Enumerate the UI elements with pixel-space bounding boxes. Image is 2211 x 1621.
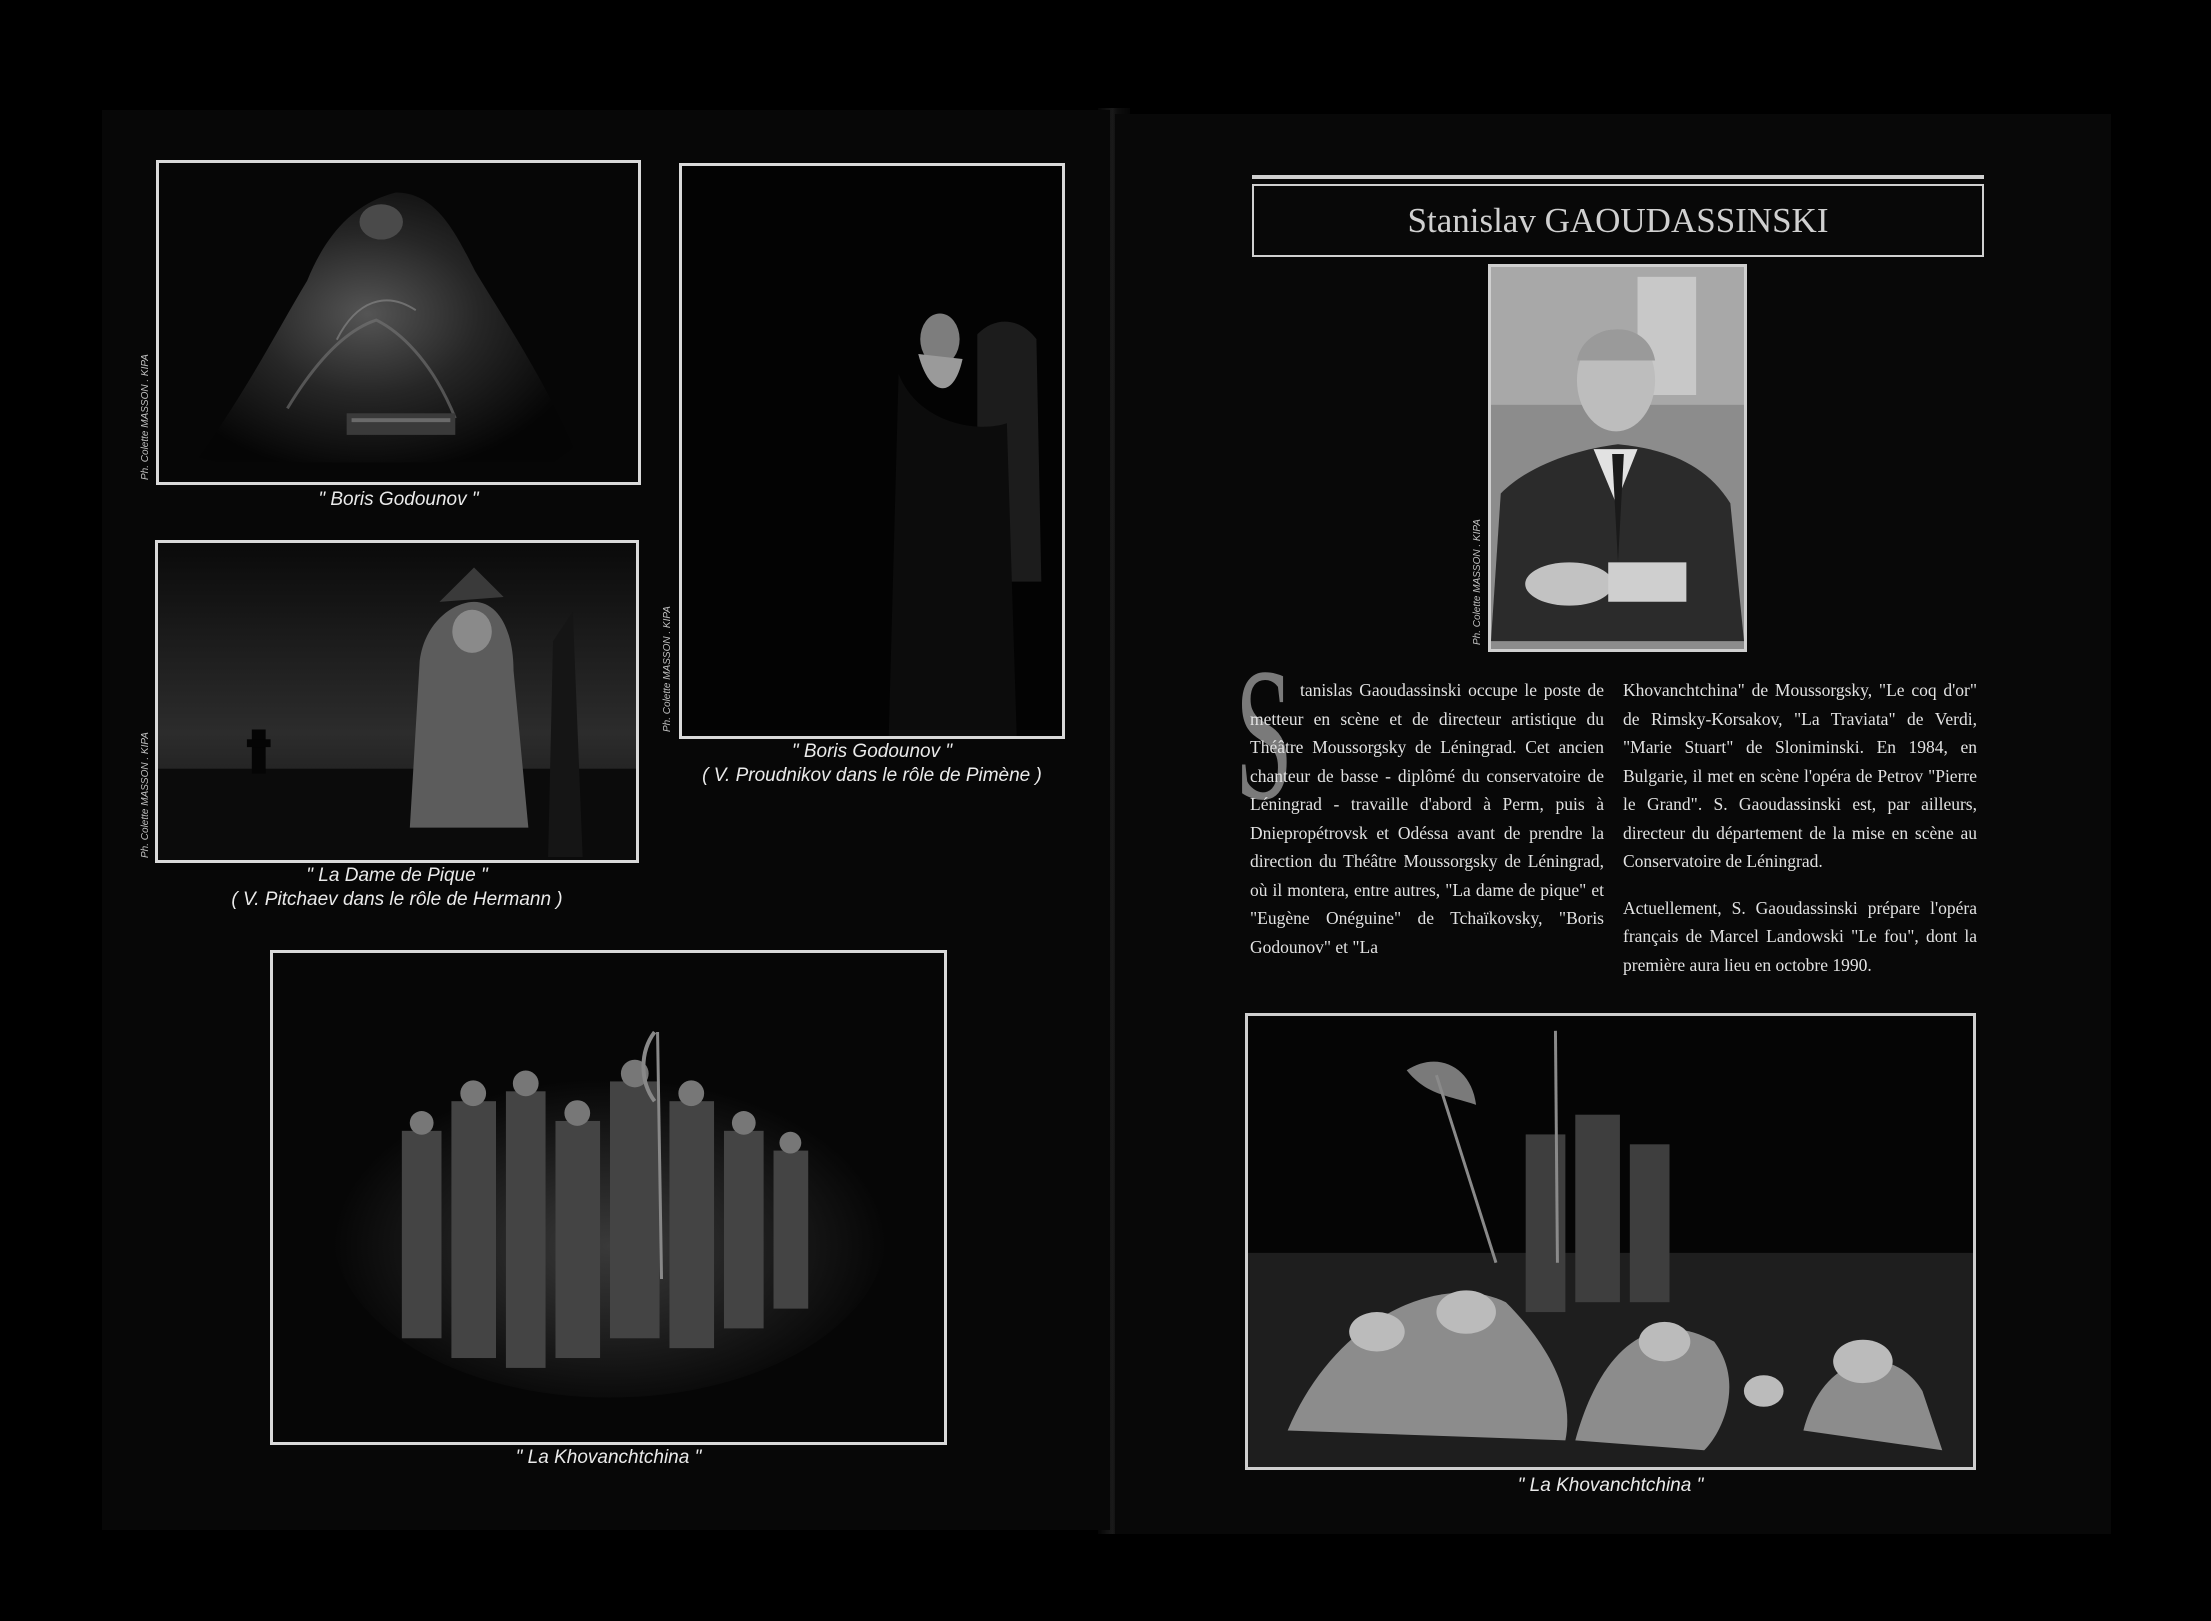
caption-la-khovanchtchina-2: " La Khovanchtchina " — [1517, 1475, 1704, 1496]
stage-scene-image — [159, 163, 638, 482]
caption-title: " Boris Godounov " — [791, 741, 953, 762]
title-rule — [1252, 175, 1984, 179]
photo-la-dame-de-pique — [155, 540, 639, 863]
caption-subtitle: ( V. Proudnikov dans le rôle de Pimène ) — [702, 765, 1042, 786]
page-title: Stanislav GAOUDASSINSKI — [1252, 184, 1984, 257]
bio-paragraph: Khovanchtchina" de Moussorgsky, "Le coq d'or" de Rimsky-Korsakov, "La Traviata" de Verdi, "Marie Stuart" de Sloniminski. En 1984, en Bulgarie, il met en scène l'opéra de Petrov "Pierre le Grand". S. Gaoudassinski est, par ailleurs, directeur du département de la mise en scène au Conservatoire de Léningrad. — [1623, 680, 1977, 871]
caption-la-dame-de-pique — [155, 864, 639, 912]
caption-title: " La Dame de Pique " — [306, 865, 488, 886]
bio-column-2 — [1623, 676, 1977, 979]
photo-credit: Ph. Colette MASSON . KIPA — [1472, 519, 1483, 645]
stage-scene-image — [273, 953, 944, 1442]
bio-column-1 — [1250, 676, 1604, 961]
caption-subtitle: ( V. Pitchaev dans le rôle de Hermann ) — [231, 889, 563, 910]
caption-boris-godounov-1: " Boris Godounov " — [318, 489, 479, 510]
stage-scene-image — [682, 166, 1062, 736]
bio-paragraph: Actuellement, S. Gaoudassinski prépare l'opéra français de Marcel Landowski "Le fou", dont la première aura lieu en octobre 1990. — [1623, 897, 1977, 975]
photo-portrait — [1488, 264, 1747, 652]
caption-la-khovanchtchina-1: " La Khovanchtchina " — [515, 1447, 702, 1468]
photo-credit: Ph. Colette MASSON . KIPA — [140, 732, 151, 858]
photo-la-khovanchtchina-1 — [270, 950, 947, 1445]
photo-credit: Ph. Colette MASSON . KIPA — [662, 606, 673, 732]
photo-boris-godounov-1 — [156, 160, 641, 485]
stage-scene-image — [158, 543, 636, 860]
portrait-image — [1491, 267, 1744, 649]
photo-la-khovanchtchina-2 — [1245, 1013, 1976, 1470]
drop-cap: S — [1235, 630, 1294, 840]
stage-scene-image — [1248, 1016, 1973, 1467]
photo-credit: Ph. Colette MASSON . KIPA — [140, 354, 151, 480]
caption-boris-godounov-2 — [660, 740, 1084, 788]
bio-paragraph: tanislas Gaoudassinski occupe le poste de metteur en scène et de directeur artistique du Théâtre Moussorgsky de Léningrad. Cet ancien chanteur de basse - diplômé du conservatoire de Léningrad - travaille d'abord à Perm, puis à Dniepropétrovsk et Odéssa avant de prendre la direction du Théâtre Moussorgsky de Léningrad, où il montera, entre autres, "La dame de pique" et "Eugène Onéguine" de Tchaïkovsky, "Boris Godounov" et "La — [1250, 680, 1604, 957]
photo-boris-godounov-2 — [679, 163, 1065, 739]
